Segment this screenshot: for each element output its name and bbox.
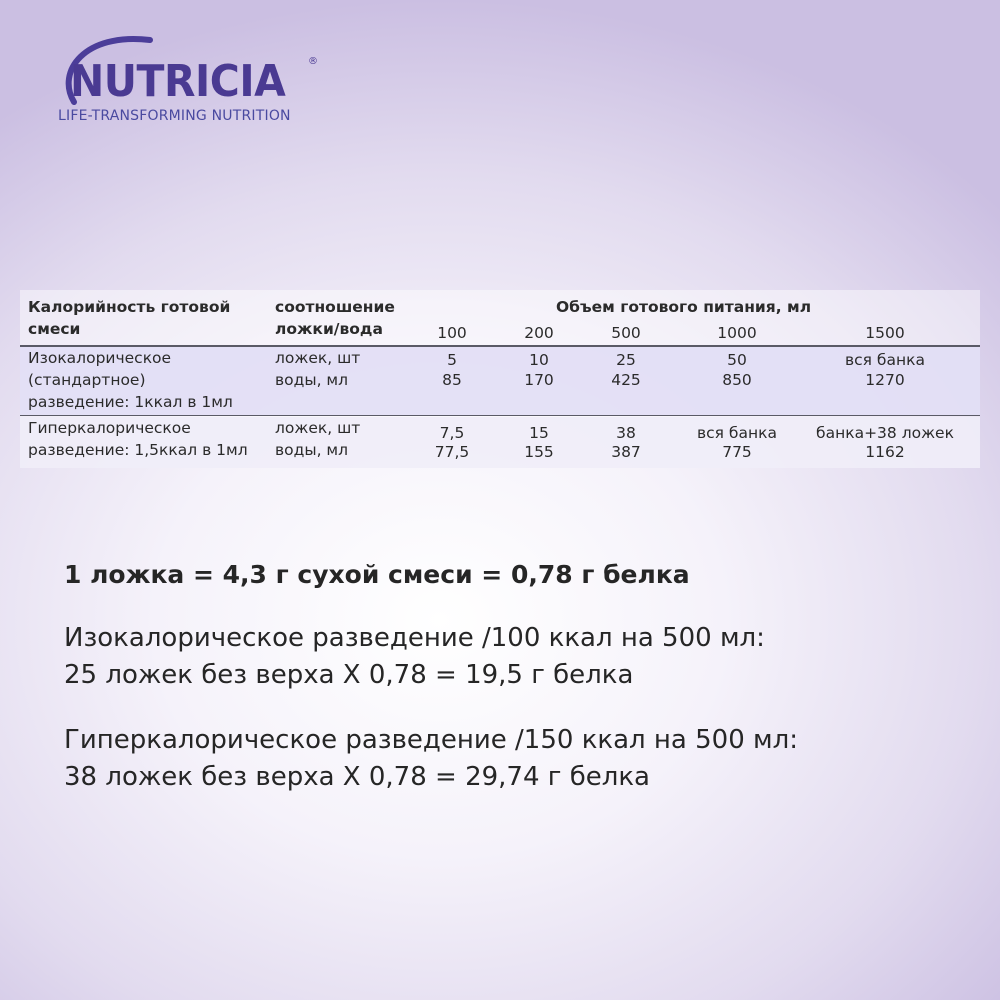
registered-mark: ® bbox=[308, 56, 318, 67]
row1-spoons-500: 25 bbox=[616, 351, 636, 369]
isocaloric-calc: 25 ложек без верха Х 0,78 = 19,5 г белка bbox=[64, 660, 634, 690]
row2-spoons-100: 7,5 bbox=[439, 424, 465, 442]
row2-water-1500: 1162 bbox=[865, 443, 905, 461]
col2-header-line2: ложки/вода bbox=[275, 320, 383, 338]
row1-spoons-200: 10 bbox=[529, 351, 549, 369]
spoon-equivalence: 1 ложка = 4,3 г сухой смеси = 0,78 г белка bbox=[64, 560, 690, 589]
row1-name-line1: Изокалорическое bbox=[28, 349, 172, 367]
protein-notes bbox=[64, 556, 798, 796]
hypercaloric-title: Гиперкалорическое разведение /150 ккал на 500 мл: bbox=[64, 725, 799, 755]
volume-500: 500 bbox=[611, 324, 641, 342]
row2-water-500: 387 bbox=[611, 443, 641, 461]
volume-100: 100 bbox=[437, 324, 467, 342]
row2-unit-spoons: ложек, шт bbox=[275, 419, 361, 437]
row1-water-1000: 850 bbox=[722, 371, 752, 389]
row1-unit-spoons: ложек, шт bbox=[275, 349, 361, 367]
row2-name-line2: разведение: 1,5ккал в 1мл bbox=[28, 441, 248, 459]
row1-spoons-100: 5 bbox=[447, 351, 457, 369]
row1-water-1500: 1270 bbox=[865, 371, 905, 389]
row2-water-200: 155 bbox=[524, 443, 554, 461]
row2-spoons-1500: банка+38 ложек bbox=[816, 424, 954, 442]
row1-spoons-1000: 50 bbox=[727, 351, 747, 369]
row2-water-100: 77,5 bbox=[434, 443, 470, 461]
row1-water-500: 425 bbox=[611, 371, 641, 389]
row2-spoons-1000: вся банка bbox=[697, 424, 777, 442]
col2-header-line1: соотношение bbox=[275, 298, 395, 316]
col1-header-line2: смеси bbox=[28, 320, 81, 338]
dilution-table bbox=[20, 290, 980, 468]
row2-spoons-500: 38 bbox=[616, 424, 636, 442]
volume-1000: 1000 bbox=[717, 324, 757, 342]
nutricia-logo bbox=[54, 28, 334, 128]
row1-unit-water: воды, мл bbox=[275, 371, 349, 389]
brand-tagline: LIFE-TRANSFORMING NUTRITION bbox=[58, 108, 291, 124]
volume-header: Объем готового питания, мл bbox=[556, 298, 812, 316]
row1-name-line3: разведение: 1ккал в 1мл bbox=[28, 393, 233, 411]
row2-unit-water: воды, мл bbox=[275, 441, 349, 459]
header-divider bbox=[20, 345, 980, 347]
row1-spoons-1500: вся банка bbox=[845, 351, 925, 369]
row2-name-line1: Гиперкалорическое bbox=[28, 419, 191, 437]
volume-1500: 1500 bbox=[865, 324, 905, 342]
brand-name: NUTRICIA bbox=[70, 56, 286, 107]
row1-water-100: 85 bbox=[442, 371, 462, 389]
row2-water-1000: 775 bbox=[722, 443, 752, 461]
volume-200: 200 bbox=[524, 324, 554, 342]
row2-spoons-200: 15 bbox=[529, 424, 549, 442]
row1-water-200: 170 bbox=[524, 371, 554, 389]
hypercaloric-calc: 38 ложек без верха Х 0,78 = 29,74 г белка bbox=[64, 762, 650, 792]
col1-header-line1: Калорийность готовой bbox=[28, 298, 231, 316]
row-divider bbox=[20, 415, 980, 416]
row1-name-line2: (стандартное) bbox=[28, 371, 146, 389]
isocaloric-title: Изокалорическое разведение /100 ккал на 500 мл: bbox=[64, 623, 765, 653]
